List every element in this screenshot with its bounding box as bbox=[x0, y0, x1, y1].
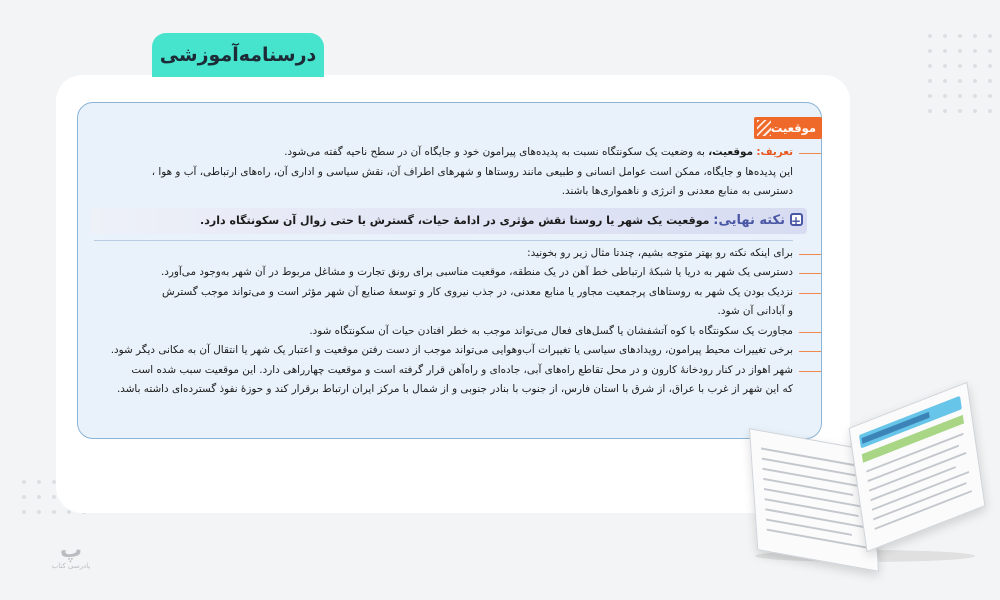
paragraph-line: دسترسی به منابع معدنی و انرژی و ناهمواری‌ها باشند. bbox=[561, 185, 793, 197]
margin-rule bbox=[799, 153, 821, 154]
examples-intro-text: برای اینکه نکته رو بهتر متوجه بشیم، چندتا مثال زیر رو بخونید: bbox=[527, 246, 793, 259]
definition-text: به وضعیت یک سکونتگاه نسبت به پدیده‌های پیرامون خود و جایگاه آن در سطح ناحیه گفته می‌شود. bbox=[284, 146, 709, 158]
brand-logo-text: پادرسی کتاب bbox=[51, 562, 91, 570]
definition-term: موقعیت، bbox=[708, 146, 754, 158]
page-title: درسنامه‌آموزشی bbox=[152, 33, 324, 77]
example-text-continued: و آبادانی آن شود. bbox=[717, 305, 793, 317]
margin-rule bbox=[799, 332, 821, 333]
section-tag bbox=[754, 117, 822, 139]
example-item bbox=[94, 341, 793, 361]
lesson-excerpt bbox=[77, 102, 822, 439]
margin-rule bbox=[799, 254, 821, 255]
example-text: دسترسی یک شهر به دریا یا شبکهٔ ارتباطی خط آهن در یک منطقه، موقعیت مناسبی برای رونق تجارت و مشاغل مربوط در آن شهر به‌وجود می‌آورد. bbox=[160, 266, 793, 278]
dot-pattern-right bbox=[928, 34, 992, 113]
final-note-text: موقعیت یک شهر یا روستا نقش مؤثری در ادامهٔ حیات، گسترش یا حتی زوال آن سکونتگاه دارد. bbox=[200, 213, 714, 227]
brand-logo-mark: پ bbox=[59, 538, 83, 563]
definition-label: تعریف: bbox=[756, 146, 793, 158]
final-note-box bbox=[90, 208, 807, 234]
margin-rule bbox=[799, 351, 821, 352]
margin-rule bbox=[799, 371, 821, 372]
paragraph-line: این پدیده‌ها و جایگاه، ممکن است عوامل انسانی و طبیعی مانند روستاها و شهرهای اطراف آن، نقش سیاسی و اداری آن، راه‌های ارتباطی، آب و هوا ، bbox=[151, 165, 793, 178]
example-item bbox=[94, 322, 793, 342]
example-text-continued: که این شهر از غرب با عراق، از شرق با استان فارس، از جنوب با بنادر جنوبی و از شمال با مرکز ایران ارتباط برقرار کند و حوزهٔ نفوذ گسترده‌ای داشته باشد. bbox=[116, 383, 793, 395]
example-text: مجاورت یک سکونتگاه با کوه آتشفشان یا گسل‌های فعال می‌تواند موجب به خطر افتادن حیات آن سکونتگاه شود. bbox=[309, 324, 793, 337]
plus-square-icon: + bbox=[790, 213, 801, 228]
open-book-illustration bbox=[735, 390, 990, 565]
stripes-icon bbox=[757, 120, 771, 136]
example-text: برخی تغییرات محیط پیرامون، رویدادهای سیاسی یا تغییرات آب‌وهوایی می‌تواند موجب از دست رفتن موقعیت و اعتبار یک شهر یا انتقال آن به مکانی دیگر شود. bbox=[110, 344, 793, 356]
example-text: شهر اهواز در کنار رودخانهٔ کارون و در محل تقاطع راه‌های آبی، جاده‌ای و راه‌آهن قرار گرفته است و موقعیت چهارراهی دارد. این موقعیت سبب شده است bbox=[131, 363, 793, 376]
section-tag-label: موقعیت bbox=[770, 121, 816, 135]
example-item bbox=[94, 263, 793, 283]
example-item bbox=[94, 361, 793, 381]
brand-logo bbox=[42, 540, 100, 570]
final-note-label: نکته نهایی: bbox=[713, 212, 785, 228]
example-item bbox=[94, 283, 793, 303]
divider bbox=[94, 240, 793, 241]
definition-line bbox=[94, 143, 793, 163]
margin-rule bbox=[799, 293, 821, 294]
example-text: نزدیک بودن یک شهر به روستاهای پرجمعیت مجاور یا منابع معدنی، در جذب نیروی کار و توسعهٔ صنایع آن شهر مؤثر است و می‌تواند موجب گسترش bbox=[161, 285, 793, 298]
book-right-page bbox=[849, 382, 986, 553]
examples-intro bbox=[94, 244, 793, 264]
lesson-content bbox=[94, 143, 801, 400]
margin-rule bbox=[799, 273, 821, 274]
